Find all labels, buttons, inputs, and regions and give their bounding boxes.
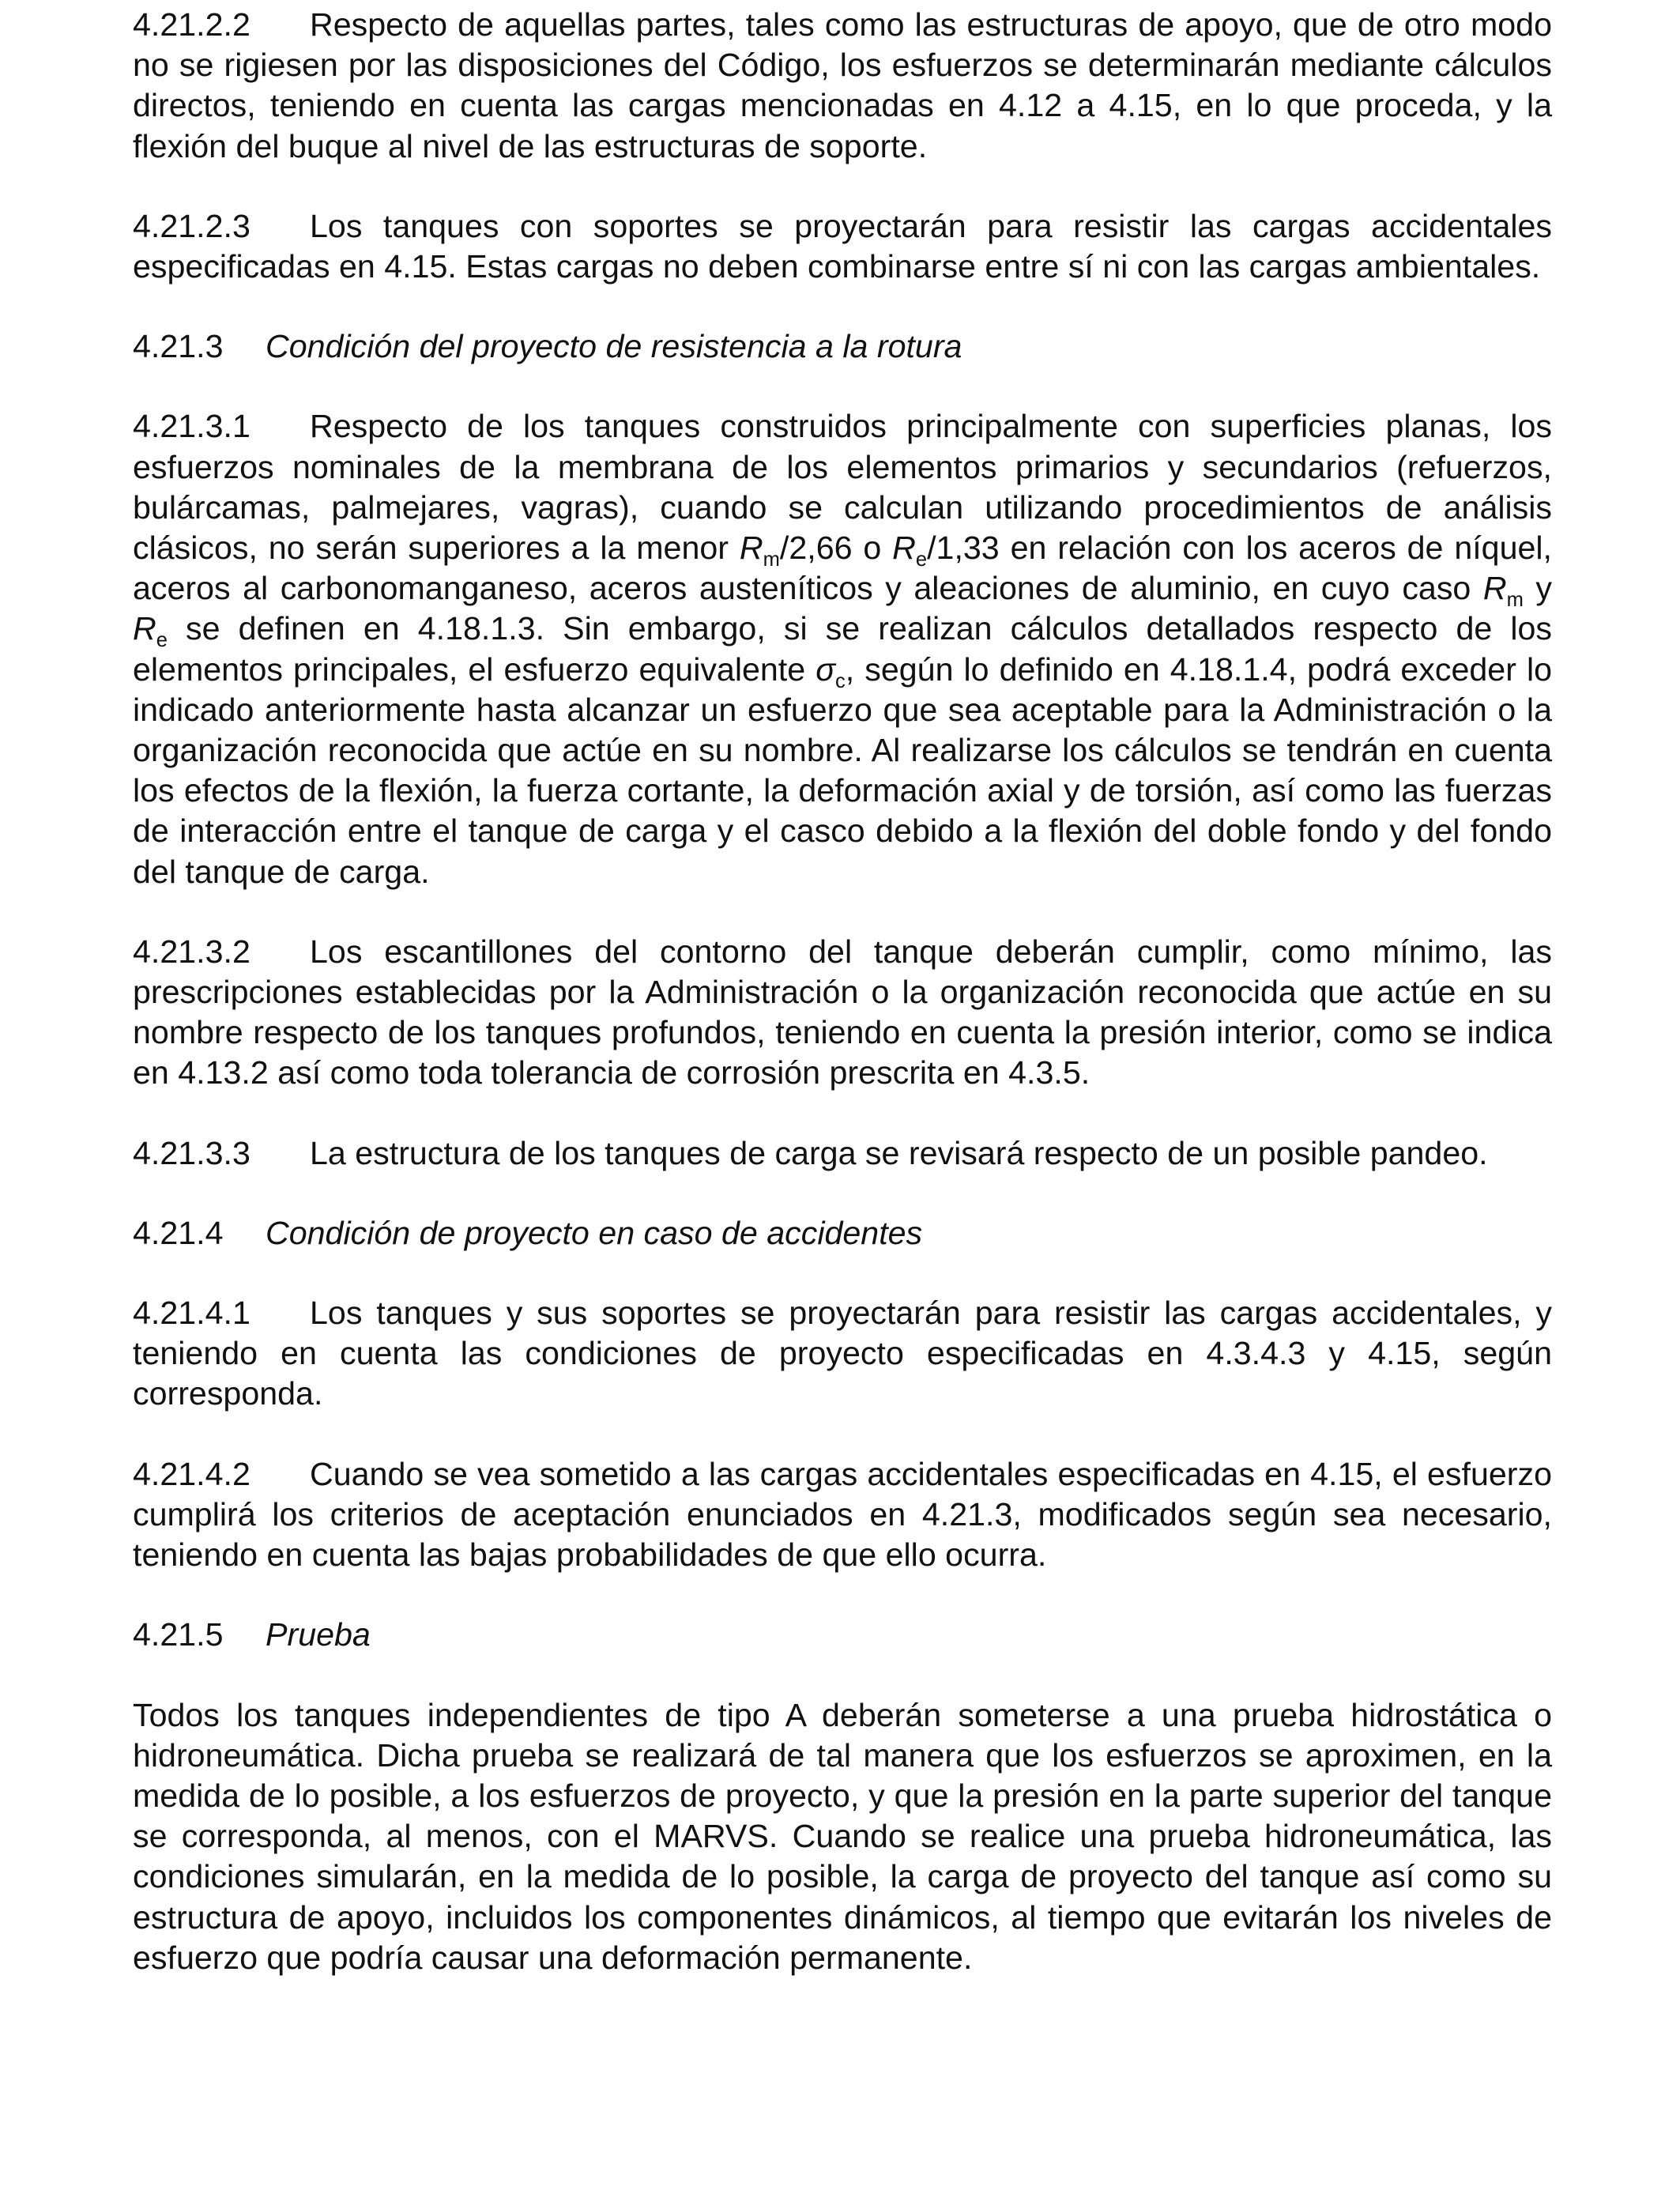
paragraph [133,206,1552,287]
subscript-text: m [1506,589,1524,612]
paragraph-text: , según lo definido en 4.18.1.4, podrá exceder lo indicado anteriormente hasta alcanzar un esfuerzo que sea aceptable para la Administración o la organización reconocida que actúe en su nombre. Al realizarse los cálculos se tendrán en cuenta los efectos de la flexión, la fuerza cortante, la deformación axial y de torsión, así como las fuerzas de interacción entre el tanque de carga y el casco debido a la flexión del doble fondo y del fondo del tanque de carga. [133,650,1553,890]
paragraph-text: /1,33 en relación con los aceros de níquel, aceros al carbonomanganeso, aceros austeníticos y aleaciones de aluminio, en cuyo caso [133,530,1552,607]
document-page [133,5,1552,2018]
paragraph [133,1454,1552,1576]
paragraph-text: /2,66 o [779,530,893,567]
paragraph-number: 4.21.4.1 [133,1295,250,1332]
paragraph [133,406,1552,892]
paragraph [133,932,1552,1094]
section-heading [133,1213,1552,1253]
paragraph-text: Los tanques y sus soportes se proyectarán para resistir las cargas accidentales, y teniendo en cuenta las condiciones de proyecto especificadas en 4.3.4.3 y 4.15, según corresponda. [133,1295,1552,1412]
paragraph-number: 4.21.3.3 [133,1134,250,1171]
paragraph-number: 4.21.4.2 [133,1455,250,1492]
paragraph-text: La estructura de los tanques de carga se revisará respecto de un posible pandeo. [310,1134,1488,1171]
paragraph [133,1293,1552,1415]
italic-symbol: R [892,530,916,567]
italic-symbol: R [1482,570,1507,607]
paragraph-text: Todos los tanques independientes de tipo A deberán someterse a una prueba hidrostática o hidroneumática. Dicha prueba se realizará de tal manera que los esfuerzos se aproximen, en la medida de lo posible, a los esfuerzos de proyecto, y que la presión en la parte superior del tanque se corresponda, al menos, con el MARVS. Cuando se realice una prueba hidroneumática, las condiciones simularán, en la medida de lo posible, la carga de proyecto del tanque así como su estructura de apoyo, incluidos los componentes dinámicos, al tiempo que evitarán los niveles de esfuerzo que podría causar una deformación permanente. [133,1696,1552,1976]
subscript-text: e [156,629,168,652]
paragraph-text: Los escantillones del contorno del tanque deberán cumplir, como mínimo, las prescripciones establecidas por la Administración o la organización reconocida que actúe en su nombre respecto de los tanques profundos, teniendo en cuenta la presión interior, como se indica en 4.13.2 así como toda tolerancia de corrosión prescrita en 4.3.5. [133,933,1552,1091]
subscript-text: m [763,548,780,571]
paragraph-number: 4.21.3.2 [133,933,250,970]
section-number: 4.21.5 [133,1616,224,1653]
paragraph-number: 4.21.2.2 [133,6,250,43]
section-title: Condición del proyecto de resistencia a la rotura [266,328,962,365]
paragraph [133,1133,1552,1174]
paragraph-text: se definen en 4.18.1.3. Sin embargo, si se realizan cálculos detallados respecto de los elementos principales, el esfuerzo equivalente [133,610,1552,688]
section-title: Condición de proyecto en caso de accidentes [266,1214,923,1251]
section-heading [133,1615,1552,1655]
section-number: 4.21.3 [133,328,224,365]
subscript-text: e [915,548,928,571]
paragraph-text: Cuando se vea sometido a las cargas accidentales especificadas en 4.15, el esfuerzo cumplirá los criterios de aceptación enunciados en 4.21.3, modificados según sea necesario, teniendo en cuenta las bajas probabilidades de que ello ocurra. [133,1455,1552,1574]
paragraph-text: Respecto de los tanques construidos principalmente con superficies planas, los esfuerzos nominales de la membrana de los elementos primarios y secundarios (refuerzos, bulárcamas, palmejares, vagras), cuando se calculan utilizando procedimientos de análisis clásicos, no serán superiores a la menor [133,408,1552,567]
section-number: 4.21.4 [133,1214,224,1251]
paragraph-number: 4.21.2.3 [133,207,250,244]
paragraph [133,1695,1552,1978]
italic-symbol: σ [816,650,836,688]
section-heading [133,326,1552,367]
paragraph [133,5,1552,167]
italic-symbol: R [133,610,156,647]
paragraph-text: Respecto de aquellas partes, tales como las estructuras de apoyo, que de otro modo no se rigiesen por las disposiciones del Código, los esfuerzos se determinarán mediante cálculos directos, teniendo en cuenta las cargas mencionadas en 4.12 a 4.15, en lo que proceda, y la flexión del buque al nivel de las estructuras de soporte. [133,6,1552,164]
paragraph-text: y [1523,570,1552,607]
paragraph-number: 4.21.3.1 [133,408,250,445]
section-title: Prueba [266,1616,371,1653]
italic-symbol: R [739,530,763,567]
paragraph-text: Los tanques con soportes se proyectarán para resistir las cargas accidentales especificadas en 4.15. Estas cargas no deben combinarse entre sí ni con las cargas ambientales. [133,207,1552,285]
subscript-text: c [835,669,846,692]
